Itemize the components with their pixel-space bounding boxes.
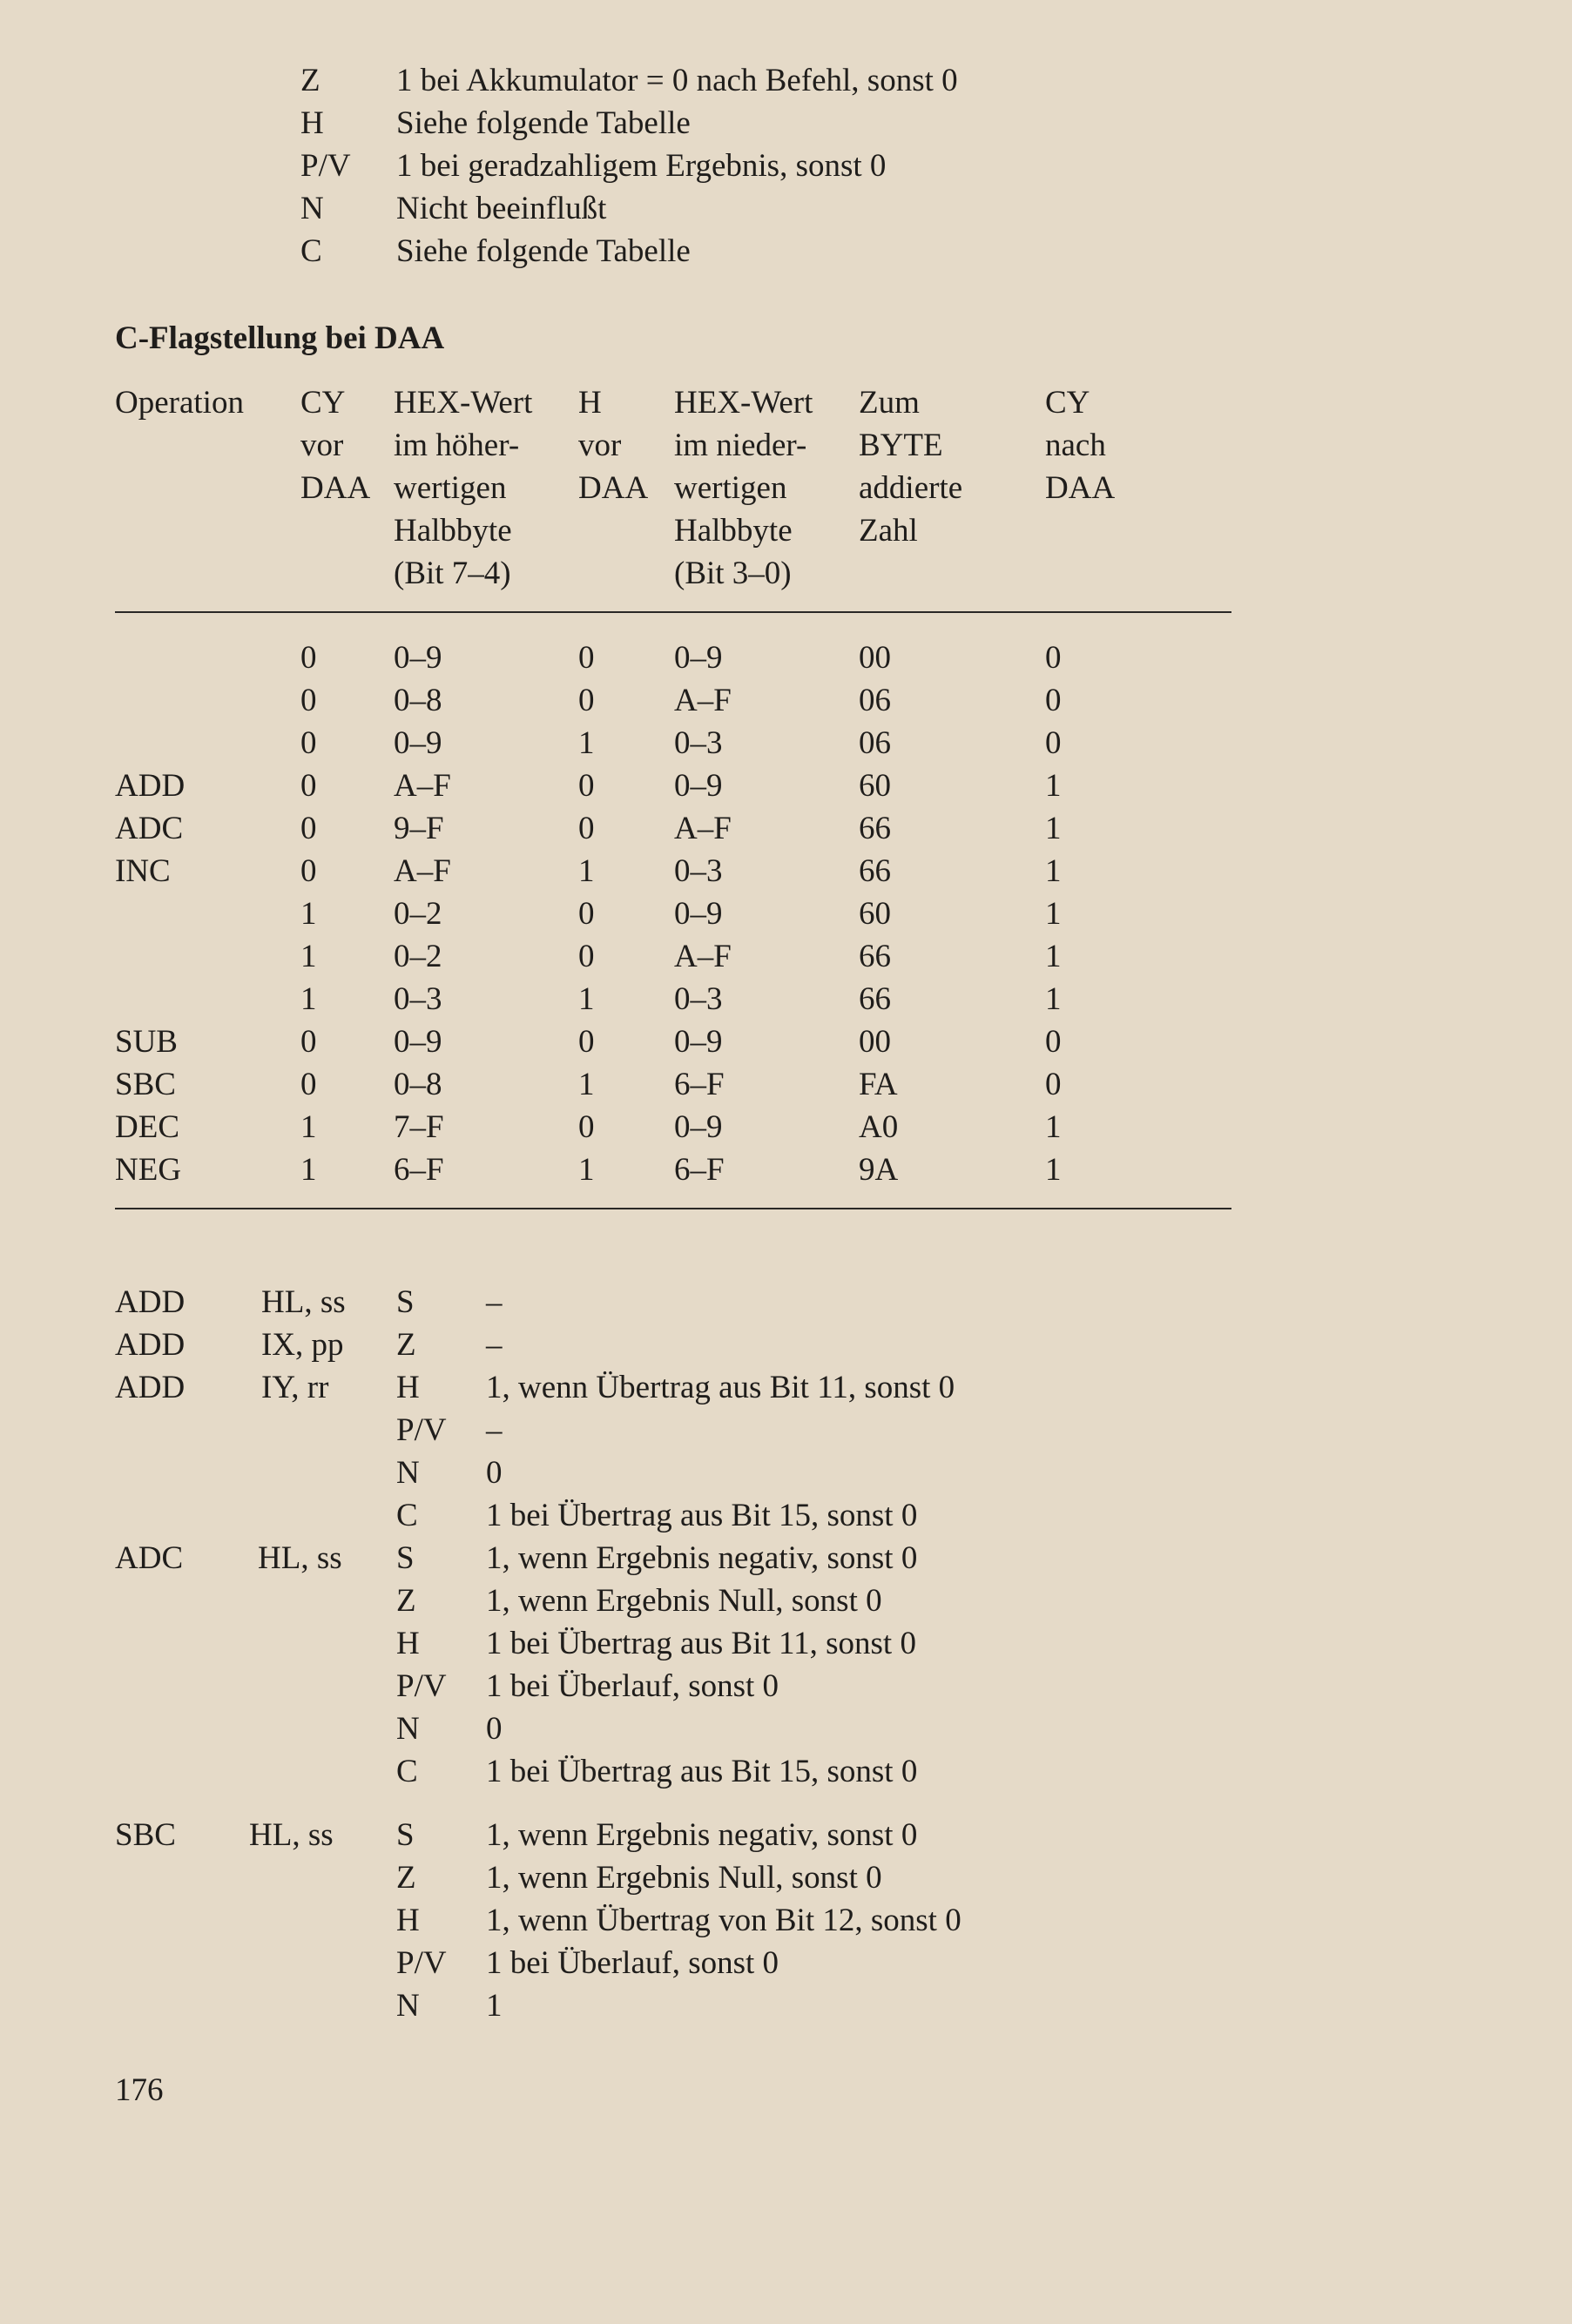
daa-table-cell: 60 xyxy=(859,768,891,804)
flag-name: S xyxy=(396,1284,415,1320)
daa-table-cell: 0–9 xyxy=(674,768,723,804)
daa-table-cell: 66 xyxy=(859,853,891,889)
flag-description: 1, wenn Ergebnis negativ, sonst 0 xyxy=(486,1540,918,1576)
flag-name: N xyxy=(300,191,324,226)
daa-header-cell: Zahl xyxy=(859,513,918,549)
instruction-operands: HL, ss xyxy=(258,1540,342,1576)
daa-table-cell: 0–2 xyxy=(394,939,442,974)
instruction-mnemonic: ADD xyxy=(115,1370,186,1405)
daa-table-cell: 0 xyxy=(300,725,317,761)
daa-table-cell: 00 xyxy=(859,1024,891,1060)
daa-table-cell: 1 xyxy=(1045,939,1062,974)
daa-table-cell: 1 xyxy=(1045,768,1062,804)
daa-header-cell: Halbbyte xyxy=(674,513,793,549)
flag-name: C xyxy=(396,1754,418,1789)
daa-table-cell: 1 xyxy=(300,939,317,974)
daa-table-cell: 0–3 xyxy=(394,981,442,1017)
daa-table-cell: A–F xyxy=(394,768,451,804)
daa-table-cell: SUB xyxy=(115,1024,178,1060)
daa-table-cell: 1 xyxy=(300,1152,317,1188)
daa-table-cell: 0–3 xyxy=(674,853,723,889)
flag-name: P/V xyxy=(300,148,351,184)
daa-table-cell: 7–F xyxy=(394,1109,444,1145)
daa-table-cell: 1 xyxy=(1045,896,1062,932)
daa-header-cell: wertigen xyxy=(674,470,787,506)
flag-name: P/V xyxy=(396,1945,447,1981)
daa-table-cell: 0 xyxy=(578,683,595,718)
daa-header-cell: Halbbyte xyxy=(394,513,512,549)
daa-table-cell: 1 xyxy=(578,1067,595,1102)
daa-table-cell: 00 xyxy=(859,640,891,676)
daa-table-cell: 0–8 xyxy=(394,683,442,718)
daa-table-cell: 0 xyxy=(578,1109,595,1145)
flag-description: 0 xyxy=(486,1455,503,1491)
table-bottom-rule xyxy=(115,1208,1231,1209)
daa-header-cell: CY xyxy=(1045,385,1090,421)
flag-description: Siehe folgende Tabelle xyxy=(396,105,691,141)
daa-table-cell: 1 xyxy=(578,981,595,1017)
daa-table-cell: SBC xyxy=(115,1067,176,1102)
daa-header-cell: nach xyxy=(1045,428,1106,463)
daa-header-cell: im höher- xyxy=(394,428,520,463)
daa-table-cell: 6–F xyxy=(674,1152,725,1188)
daa-table-cell: 0–2 xyxy=(394,896,442,932)
flag-name: P/V xyxy=(396,1412,447,1448)
flag-description: Nicht beeinflußt xyxy=(396,191,607,226)
daa-table-cell: A–F xyxy=(674,811,732,846)
daa-header-cell: HEX-Wert xyxy=(394,385,533,421)
daa-table-cell: 0–9 xyxy=(674,640,723,676)
daa-table-cell: 0 xyxy=(578,939,595,974)
daa-header-cell: DAA xyxy=(1045,470,1116,506)
daa-header-cell: addierte xyxy=(859,470,963,506)
table-top-rule xyxy=(115,611,1231,613)
daa-table-cell: 0 xyxy=(1045,640,1062,676)
daa-table-cell: 1 xyxy=(1045,1109,1062,1145)
flag-name: H xyxy=(300,105,324,141)
flag-description: 1, wenn Übertrag aus Bit 11, sonst 0 xyxy=(486,1370,955,1405)
flag-description: – xyxy=(486,1412,503,1448)
daa-table-cell: 0 xyxy=(1045,1067,1062,1102)
instruction-mnemonic: SBC xyxy=(115,1817,176,1853)
daa-table-cell: A–F xyxy=(394,853,451,889)
flag-description: 1 bei Überlauf, sonst 0 xyxy=(486,1945,779,1981)
daa-table-cell: 0–9 xyxy=(674,1024,723,1060)
daa-table-cell: 0–9 xyxy=(394,640,442,676)
daa-table-cell: DEC xyxy=(115,1109,179,1145)
flag-description: 1 bei Akkumulator = 0 nach Befehl, sonst 0 xyxy=(396,63,958,98)
flag-description: 1, wenn Ergebnis Null, sonst 0 xyxy=(486,1860,882,1896)
daa-header-cell: DAA xyxy=(578,470,649,506)
daa-table-cell: A–F xyxy=(674,939,732,974)
daa-table-cell: 0 xyxy=(300,1067,317,1102)
instruction-operands: IX, pp xyxy=(261,1327,344,1363)
flag-name: N xyxy=(396,1455,420,1491)
daa-table-cell: NEG xyxy=(115,1152,182,1188)
daa-table-cell: 9A xyxy=(859,1152,899,1188)
daa-table-cell: 60 xyxy=(859,896,891,932)
flag-name: N xyxy=(396,1711,420,1747)
daa-header-cell: vor xyxy=(300,428,344,463)
instruction-operands: IY, rr xyxy=(261,1370,329,1405)
daa-table-cell: 1 xyxy=(300,896,317,932)
flag-description: 1 bei geradzahligem Ergebnis, sonst 0 xyxy=(396,148,887,184)
daa-table-title: C-Flagstellung bei DAA xyxy=(115,320,445,356)
daa-table-cell: 0 xyxy=(1045,725,1062,761)
flag-name: S xyxy=(396,1817,415,1853)
daa-table-cell: FA xyxy=(859,1067,898,1102)
daa-table-cell: 1 xyxy=(578,1152,595,1188)
daa-table-cell: 6–F xyxy=(674,1067,725,1102)
daa-table-cell: 1 xyxy=(300,1109,317,1145)
daa-table-cell: 0 xyxy=(1045,683,1062,718)
daa-header-cell: wertigen xyxy=(394,470,507,506)
flag-name: C xyxy=(396,1498,418,1533)
daa-table-cell: 1 xyxy=(1045,853,1062,889)
daa-header-cell: H xyxy=(578,385,602,421)
daa-table-cell: 06 xyxy=(859,725,891,761)
daa-table-cell: 0 xyxy=(578,768,595,804)
flag-description: – xyxy=(486,1284,503,1320)
daa-table-cell: 66 xyxy=(859,811,891,846)
daa-table-cell: 0 xyxy=(578,811,595,846)
daa-header-cell: im nieder- xyxy=(674,428,807,463)
instruction-operands: HL, ss xyxy=(261,1284,346,1320)
flag-description: – xyxy=(486,1327,503,1363)
flag-description: 1 bei Überlauf, sonst 0 xyxy=(486,1668,779,1704)
flag-description: 1 bei Übertrag aus Bit 11, sonst 0 xyxy=(486,1626,916,1661)
flag-description: 0 xyxy=(486,1711,503,1747)
daa-table-cell: 0–9 xyxy=(674,896,723,932)
flag-name: H xyxy=(396,1370,420,1405)
daa-header-cell: Operation xyxy=(115,385,244,421)
daa-table-cell: 1 xyxy=(300,981,317,1017)
flag-description: 1, wenn Ergebnis negativ, sonst 0 xyxy=(486,1817,918,1853)
daa-table-cell: 0 xyxy=(300,768,317,804)
daa-header-cell: Zum xyxy=(859,385,920,421)
flag-description: Siehe folgende Tabelle xyxy=(396,233,691,269)
daa-table-cell: 1 xyxy=(1045,811,1062,846)
daa-table-cell: 0 xyxy=(578,896,595,932)
daa-header-cell: HEX-Wert xyxy=(674,385,813,421)
daa-header-cell: CY xyxy=(300,385,346,421)
daa-header-cell: (Bit 7–4) xyxy=(394,556,511,591)
daa-table-cell: 0 xyxy=(1045,1024,1062,1060)
daa-table-cell: ADD xyxy=(115,768,186,804)
flag-name: H xyxy=(396,1903,420,1938)
flag-name: C xyxy=(300,233,322,269)
daa-table-cell: 1 xyxy=(578,853,595,889)
instruction-operands: HL, ss xyxy=(249,1817,334,1853)
instruction-mnemonic: ADC xyxy=(115,1540,184,1576)
daa-table-cell: 0 xyxy=(578,1024,595,1060)
daa-table-cell: 0 xyxy=(300,853,317,889)
daa-table-cell: INC xyxy=(115,853,171,889)
flag-description: 1, wenn Ergebnis Null, sonst 0 xyxy=(486,1583,882,1619)
daa-table-cell: 1 xyxy=(1045,981,1062,1017)
daa-table-cell: 0–9 xyxy=(394,725,442,761)
daa-header-cell: (Bit 3–0) xyxy=(674,556,792,591)
daa-table-cell: 0–3 xyxy=(674,981,723,1017)
daa-table-cell: 0–9 xyxy=(674,1109,723,1145)
flag-description: 1 xyxy=(486,1988,503,2024)
flag-name: S xyxy=(396,1540,415,1576)
daa-header-cell: DAA xyxy=(300,470,371,506)
daa-table-cell: ADC xyxy=(115,811,184,846)
daa-table-cell: 0 xyxy=(300,811,317,846)
page-number: 176 xyxy=(115,2072,164,2108)
daa-table-cell: 0 xyxy=(300,1024,317,1060)
instruction-mnemonic: ADD xyxy=(115,1327,186,1363)
flag-name: Z xyxy=(396,1860,416,1896)
daa-header-cell: BYTE xyxy=(859,428,943,463)
daa-table-cell: 0–9 xyxy=(394,1024,442,1060)
daa-table-cell: 1 xyxy=(1045,1152,1062,1188)
daa-table-cell: 0 xyxy=(578,640,595,676)
daa-table-cell: 06 xyxy=(859,683,891,718)
flag-description: 1 bei Übertrag aus Bit 15, sonst 0 xyxy=(486,1498,918,1533)
flag-description: 1 bei Übertrag aus Bit 15, sonst 0 xyxy=(486,1754,918,1789)
flag-description: 1, wenn Übertrag von Bit 12, sonst 0 xyxy=(486,1903,961,1938)
daa-table-cell: A–F xyxy=(674,683,732,718)
flag-name: Z xyxy=(396,1327,416,1363)
daa-table-cell: 66 xyxy=(859,981,891,1017)
instruction-mnemonic: ADD xyxy=(115,1284,186,1320)
daa-table-cell: 1 xyxy=(578,725,595,761)
flag-name: N xyxy=(396,1988,420,2024)
flag-name: Z xyxy=(300,63,320,98)
flag-name: Z xyxy=(396,1583,416,1619)
daa-table-cell: 6–F xyxy=(394,1152,444,1188)
flag-name: P/V xyxy=(396,1668,447,1704)
daa-table-cell: 0–8 xyxy=(394,1067,442,1102)
daa-table-cell: 0 xyxy=(300,640,317,676)
daa-table-cell: 9–F xyxy=(394,811,444,846)
daa-table-cell: 66 xyxy=(859,939,891,974)
daa-table-cell: 0 xyxy=(300,683,317,718)
daa-table-cell: 0–3 xyxy=(674,725,723,761)
flag-name: H xyxy=(396,1626,420,1661)
daa-header-cell: vor xyxy=(578,428,622,463)
daa-table-cell: A0 xyxy=(859,1109,899,1145)
